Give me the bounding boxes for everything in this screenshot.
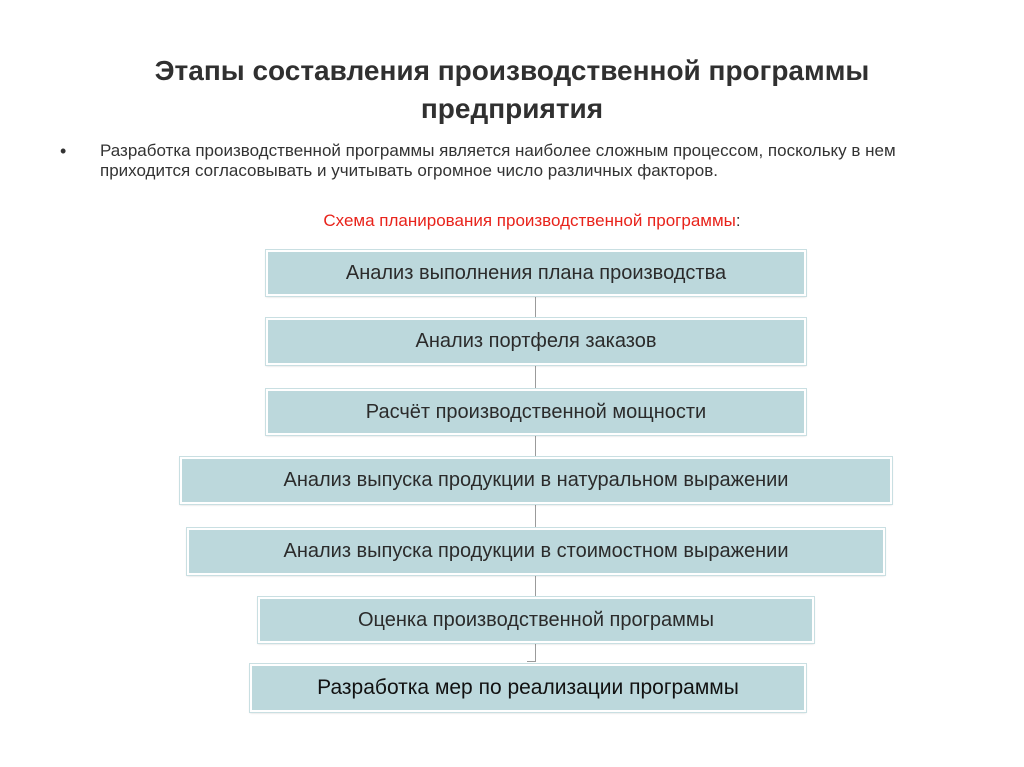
- step-label-1: Анализ выполнения плана производства: [345, 261, 727, 284]
- connector-3-4: [535, 435, 536, 457]
- connector-4-5: [535, 504, 536, 528]
- scheme-subtitle-colon: :: [735, 211, 741, 230]
- step-box-1: [266, 250, 806, 296]
- step-box-7: [250, 664, 806, 712]
- slide-title-line-1: Этапы составления производственной программы: [154, 55, 870, 86]
- step-box-3: [266, 389, 806, 435]
- step-label-3: Расчёт производственной мощности: [365, 400, 707, 423]
- scheme-subtitle-text: Схема планирования производственной программы: [323, 211, 736, 230]
- connector-5-6: [535, 575, 536, 597]
- step-label-7: Разработка мер по реализации программы: [317, 676, 739, 699]
- bullet-text: Разработка производственной программы является наиболее сложным процессом, поскольку в нем приходится согласовывать и учитывать огромное число различных факторов.: [100, 141, 896, 180]
- step-box-6: [258, 597, 814, 643]
- connector-2-3: [535, 365, 536, 389]
- step-box-4: [180, 457, 892, 504]
- bullet-marker: •: [60, 141, 67, 161]
- step-label-4: Анализ выпуска продукции в натуральном выражении: [283, 469, 789, 491]
- step-label-6: Оценка производственной программы: [357, 608, 715, 631]
- connector-1-2: [535, 296, 536, 318]
- step-label-5: Анализ выпуска продукции в стоимостном выражении: [283, 540, 789, 562]
- connector-6-7: [527, 643, 536, 662]
- step-label-2: Анализ портфеля заказов: [415, 330, 657, 352]
- step-box-5: [187, 528, 885, 575]
- step-box-2: [266, 318, 806, 365]
- slide-title-line-2: предприятия: [420, 93, 604, 124]
